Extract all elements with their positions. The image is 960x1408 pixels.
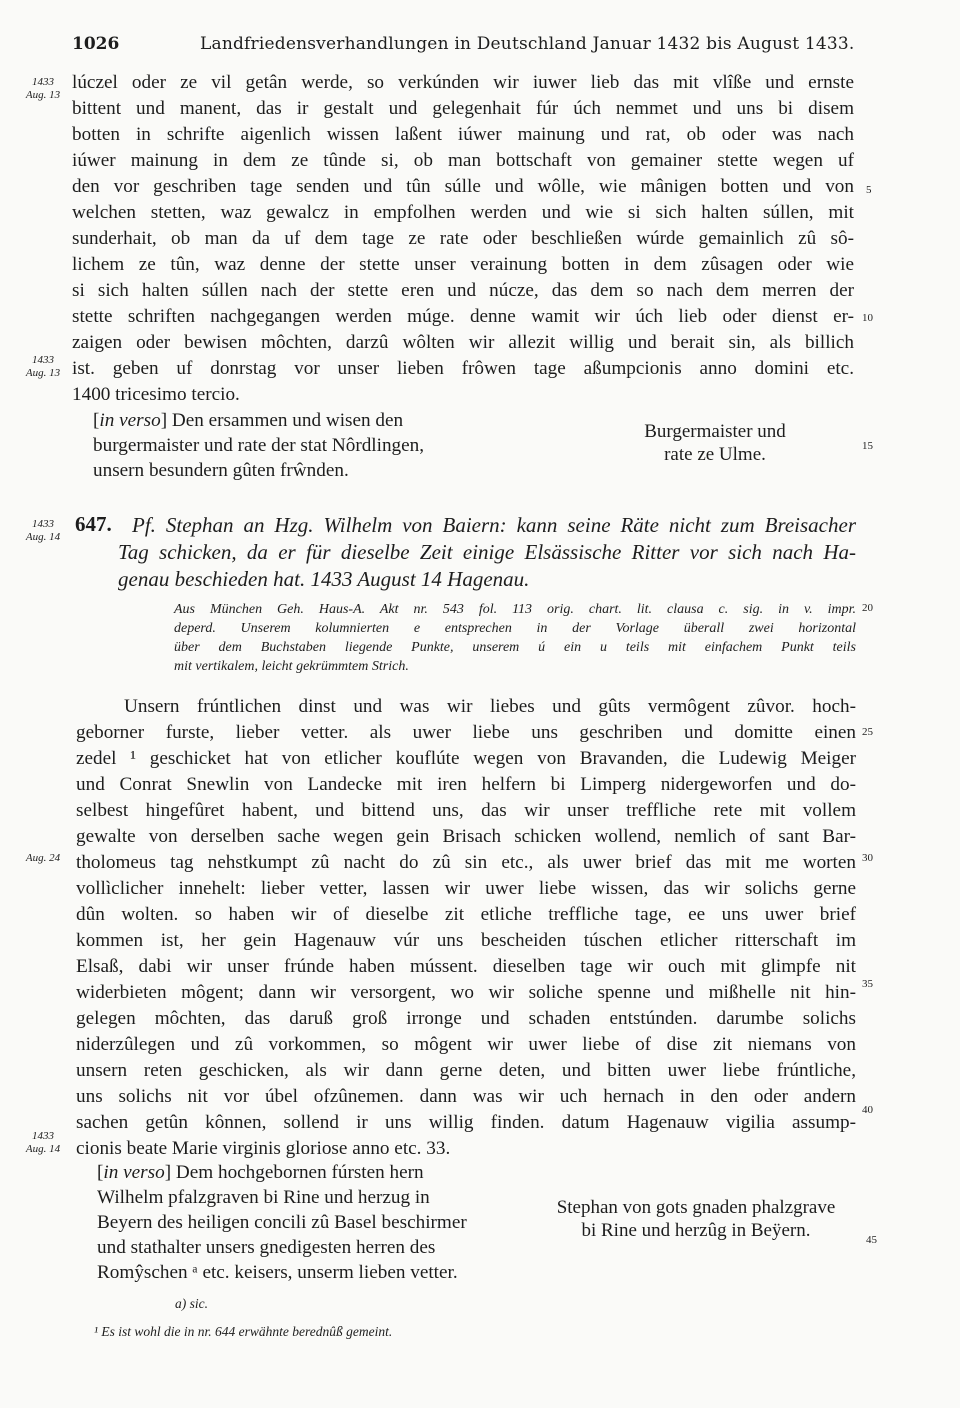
text-line: den vor geschriben tage senden und tûn súlle und wôlle, wie mânigen botten und von bbox=[72, 176, 854, 197]
margin-date: Aug. 24 bbox=[25, 852, 61, 864]
signature-block bbox=[600, 420, 830, 466]
address-line: Romŷschen ᵃ etc. keisers, unserm lieben vetter. bbox=[97, 1262, 458, 1283]
line-number: 25 bbox=[862, 726, 873, 738]
address-line: burgermaister und rate der stat Nôrdlingen, bbox=[93, 435, 425, 456]
text-line: selbest hingefûret habent, und bittend uns, das wir unser treffliche rete mit vollem bbox=[76, 800, 856, 821]
address-block: [in verso] Dem hochgebornen fúrsten hern Wilhelm pfalzgraven bi Rine und herzug in Beyern des heiligen concili zû Basel beschirmer und stathalter unsers gnedigesten herren des Romŷschen ᵃ etc. keisers, unserm lieben vetter. bbox=[97, 1162, 467, 1283]
text-line: 1400 tricesimo tercio. bbox=[72, 384, 240, 405]
line-number: 20 bbox=[862, 602, 873, 614]
text-line: iúwer mainung in dem ze tûnde si, ob man bottschaft von gemainer stette wegen uf bbox=[72, 150, 854, 171]
entry-heading-line: genau beschieden hat. 1433 August 14 Hagenau. bbox=[118, 567, 530, 591]
address-line: Wilhelm pfalzgraven bi Rine und herzug in bbox=[97, 1187, 430, 1208]
source-note-line: mit vertikalem, leicht gekrümmtem Strich. bbox=[174, 659, 409, 674]
entry-number: 647. bbox=[75, 512, 112, 536]
line-number: 35 bbox=[862, 978, 873, 990]
text-line: gewalte von derselben sache wegen gein Brisach schicken wollend, nemlich of sant Bar- bbox=[76, 826, 856, 847]
text-line: si sich halten súllen nach der stette eren und núcze, das dem so nach dem merren der bbox=[72, 280, 854, 301]
address-line: unsern besundern gûten frŵnden. bbox=[93, 460, 349, 481]
text-line: cionis beate Marie virginis gloriose anno etc. 33. bbox=[76, 1138, 451, 1159]
line-number: 5 bbox=[866, 184, 872, 196]
text-line: kommen ist, her gein Hagenauw vúr uns bescheiden túschen etlicher ritterschaft im bbox=[76, 930, 856, 951]
source-note-line: deperd. Unserem kolumnierten e entsprechen in der Vorlage überall zwei horizontal bbox=[174, 621, 856, 636]
signature-line: rate ze Ulme. bbox=[664, 444, 766, 465]
address-line: Dem hochgebornen fúrsten hern bbox=[175, 1162, 424, 1183]
signature-line: Stephan von gots gnaden phalzgrave bbox=[556, 1197, 836, 1218]
text-line: widerbieten môgent; dann wir versorgent, wo wir soliche spenne und mißhelle nit hin- bbox=[76, 982, 856, 1003]
line-number: 45 bbox=[866, 1234, 877, 1246]
text-line: gelegen môchten, das daruß groß irronge und schaden entstúnden. darumbe solichs bbox=[76, 1008, 856, 1029]
source-note-line: über dem Buchstaben liegende Punkte, unserem ú ein u teils mit einfachem Punkt teils bbox=[174, 640, 856, 655]
margin-date: 1433 Aug. 13 bbox=[25, 354, 61, 379]
text-line: sachen getûn kônnen, sollend ir uns willig finden. datum Hagenauw vigilia assump- bbox=[76, 1112, 856, 1133]
line-number: 40 bbox=[862, 1104, 873, 1116]
signature-block bbox=[528, 1196, 864, 1242]
text-line: uns solichs nit vor úbel ofzûnemen. dann was wir uch hernach in den oder andern bbox=[76, 1086, 856, 1107]
source-note-line: Aus München Geh. Haus-A. Akt nr. 543 fol. 113 orig. chart. lit. clausa c. sig. in v. impr. bbox=[174, 602, 856, 617]
footnote: ¹ Es ist wohl die in nr. 644 erwähnte berednûß gemeint. bbox=[94, 1324, 393, 1339]
text-line: dûn wolten. so haben wir of dieselbe zit etliche treffliche tage, ee uns uwer brief bbox=[76, 904, 856, 925]
address-label: in verso bbox=[103, 1162, 165, 1183]
running-title: Landfriedensverhandlungen in Deutschland Januar 1432 bis August 1433. bbox=[200, 34, 855, 54]
entry-heading-line: Tag schicken, da er für dieselbe Zeit einige Elsässische Ritter vor sich nach Ha- bbox=[118, 540, 856, 564]
signature-line: Burgermaister und bbox=[644, 421, 786, 442]
textual-note: a) sic. bbox=[175, 1296, 208, 1311]
text-line: lichem ze tûn, waz denne der stette unser verainung botten in dem zûsagen oder wie bbox=[72, 254, 854, 275]
text-line: Unsern frúntlichen dinst und was wir liebes und gûts vermôgent zûvor. hoch- bbox=[124, 696, 856, 717]
address-line: und stathalter unsers gnedigesten herren des bbox=[97, 1237, 436, 1258]
text-line: und Conrat Snewlin von Landecke mit iren helfern bi Limperg nidergeworfen und do- bbox=[76, 774, 856, 795]
text-line: geborner furste, lieber vetter. als uwer liebe uns geschriben und domitte einen bbox=[76, 722, 856, 743]
text-line: Elsaß, dabi wir unser frúnde haben mússent. dieselben tage wir ouch mit glimpfe nit bbox=[76, 956, 856, 977]
text-line: bittent und manent, das ir gestalt und gelegenhait fúr úch nemmet und uns bi disem bbox=[72, 98, 854, 119]
margin-date: 1433 Aug. 13 bbox=[25, 76, 61, 101]
line-number: 10 bbox=[862, 312, 873, 324]
address-label: in verso bbox=[99, 410, 161, 431]
address-block: [in verso] Den ersammen und wisen den burgermaister und rate der stat Nôrdlingen, unsern besundern gûten frŵnden. bbox=[93, 410, 425, 481]
text-line: welchen stetten, waz gewalcz in empfolhen werden und wie si sich halten súllen, mit bbox=[72, 202, 854, 223]
text-line: zedel ¹ geschicket hat von etlicher kouflúte wegen von Bravanden, die Ludewig Meiger bbox=[76, 748, 856, 769]
signature-line: bi Rine und herzûg in Beÿern. bbox=[581, 1220, 811, 1241]
text-line: vollìclicher innehelt: lieber vetter, lassen wir uwer liebe wissen, das wir solichs gerne bbox=[76, 878, 856, 899]
address-line: Den ersammen und wisen den bbox=[171, 410, 404, 431]
address-line: Beyern des heiligen concili zû Basel beschirmer bbox=[97, 1212, 467, 1233]
text-line: zaigen oder bewisen môchten, darzû wôlten wir allezit willig und berait sin, als billich bbox=[72, 332, 854, 353]
line-number: 15 bbox=[862, 440, 873, 452]
text-line: lúczel oder ze vil getân werde, so verkúnden wir iuwer lieb das mit vlîße und ernste bbox=[72, 72, 854, 93]
line-number: 30 bbox=[862, 852, 873, 864]
text-line: niderzûlegen und zû vorkommen, so môgent wir uwer liebe of dise zit niemans von bbox=[76, 1034, 856, 1055]
text-line: unsern reten geschicken, als wir dann gerne deten, und bitten uwer liebe frúntliche, bbox=[76, 1060, 856, 1081]
text-line: sunderhait, ob man da uf dem tage ze rate oder beschließen wúrde gemainlich zû sô- bbox=[72, 228, 854, 249]
page-number: 1026 bbox=[72, 34, 120, 54]
margin-date: 1433 Aug. 14 bbox=[25, 1130, 61, 1155]
margin-date: 1433 Aug. 14 bbox=[25, 518, 61, 543]
text-line: tholomeus tag nehstkumpt zû nacht do zû sin etc., als uwer brief das mit me worten bbox=[76, 852, 856, 873]
text-line: stette schriften nachgegangen werden múge. denne wamit wir úch lieb oder dienst er- bbox=[72, 306, 854, 327]
text-line: botten in schrifte aigenlich wissen laßent iúwer mainung und rat, ob oder was nach bbox=[72, 124, 854, 145]
text-line: ist. geben uf donrstag vor unser lieben frôwen tage aßumpcionis anno domini etc. bbox=[72, 358, 854, 379]
entry-heading-line: Pf. Stephan an Hzg. Wilhelm von Baiern: kann seine Räte nicht zum Breisacher bbox=[132, 513, 856, 537]
